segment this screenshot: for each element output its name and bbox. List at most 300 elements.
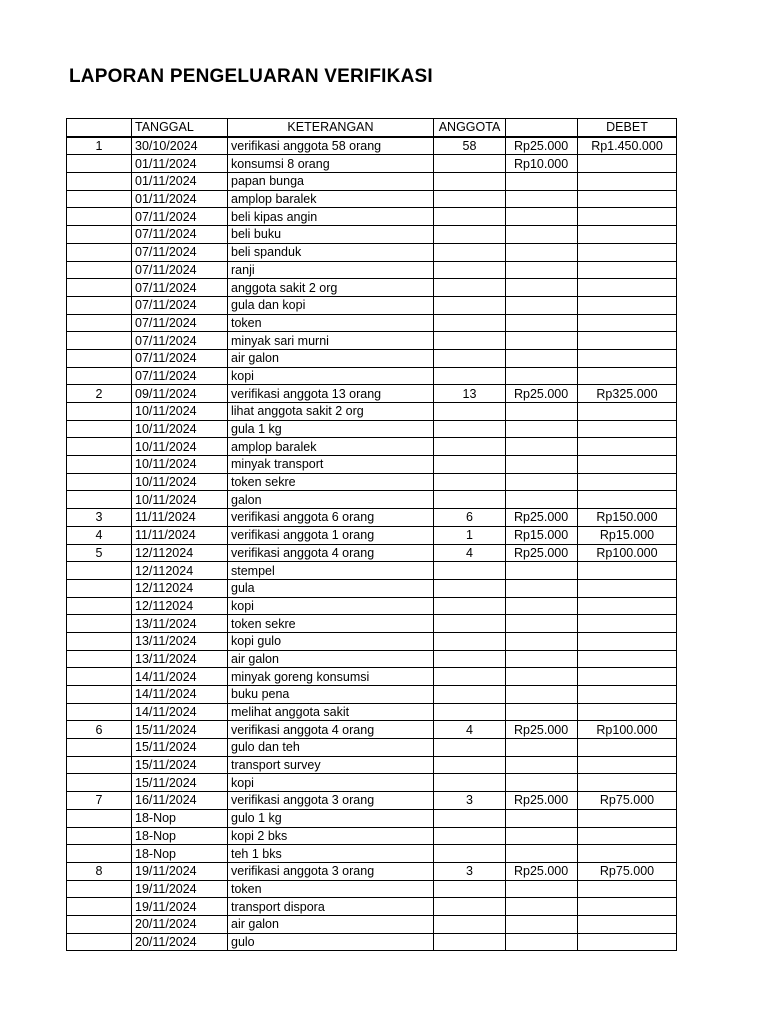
table-row <box>67 827 677 845</box>
cell-no <box>67 243 132 261</box>
cell-no <box>67 827 132 845</box>
cell-tanggal: 19/11/2024 <box>132 862 228 880</box>
cell-anggota: 58 <box>434 137 506 155</box>
table-row <box>67 845 677 863</box>
cell-no <box>67 226 132 244</box>
cell-tanggal: 07/11/2024 <box>132 349 228 367</box>
cell-no <box>67 809 132 827</box>
cell-anggota <box>434 668 506 686</box>
cell-anggota <box>434 173 506 191</box>
table-row <box>67 880 677 898</box>
cell-anggota <box>434 296 506 314</box>
cell-debet: Rp75.000 <box>578 792 677 810</box>
cell-tanggal: 07/11/2024 <box>132 243 228 261</box>
cell-no <box>67 774 132 792</box>
cell-tanggal: 07/11/2024 <box>132 314 228 332</box>
cell-tanggal: 14/11/2024 <box>132 703 228 721</box>
cell-tanggal: 18-Nop <box>132 827 228 845</box>
cell-keterangan: minyak goreng konsumsi <box>228 668 434 686</box>
table-row <box>67 756 677 774</box>
cell-no <box>67 279 132 297</box>
cell-rate <box>506 296 578 314</box>
cell-rate: Rp25.000 <box>506 792 578 810</box>
table-row <box>67 438 677 456</box>
cell-anggota <box>434 809 506 827</box>
cell-keterangan: gulo 1 kg <box>228 809 434 827</box>
cell-rate <box>506 261 578 279</box>
cell-debet: Rp100.000 <box>578 721 677 739</box>
cell-keterangan: amplop baralek <box>228 438 434 456</box>
cell-tanggal: 07/11/2024 <box>132 332 228 350</box>
cell-keterangan: transport survey <box>228 756 434 774</box>
table-row <box>67 367 677 385</box>
cell-anggota <box>434 349 506 367</box>
cell-anggota <box>434 880 506 898</box>
cell-anggota <box>434 845 506 863</box>
cell-anggota <box>434 703 506 721</box>
table-row <box>67 774 677 792</box>
cell-rate <box>506 208 578 226</box>
table-row <box>67 686 677 704</box>
report-title: LAPORAN PENGELUARAN VERIFIKASI <box>69 66 433 87</box>
cell-keterangan: lihat anggota sakit 2 org <box>228 403 434 421</box>
cell-no <box>67 155 132 173</box>
table-row <box>67 809 677 827</box>
cell-no <box>67 349 132 367</box>
cell-debet <box>578 349 677 367</box>
cell-keterangan: token sekre <box>228 473 434 491</box>
cell-debet <box>578 686 677 704</box>
cell-rate <box>506 756 578 774</box>
cell-anggota <box>434 597 506 615</box>
table-row <box>67 526 677 544</box>
cell-debet: Rp1.450.000 <box>578 137 677 155</box>
cell-rate <box>506 473 578 491</box>
cell-no <box>67 420 132 438</box>
cell-anggota <box>434 261 506 279</box>
cell-rate: Rp25.000 <box>506 509 578 527</box>
cell-anggota <box>434 650 506 668</box>
table-row <box>67 473 677 491</box>
cell-keterangan: gula dan kopi <box>228 296 434 314</box>
cell-rate <box>506 703 578 721</box>
table-row <box>67 332 677 350</box>
cell-rate <box>506 880 578 898</box>
table-row <box>67 933 677 951</box>
cell-rate <box>506 562 578 580</box>
cell-rate <box>506 438 578 456</box>
cell-debet <box>578 473 677 491</box>
cell-rate <box>506 845 578 863</box>
cell-no <box>67 650 132 668</box>
table-row <box>67 898 677 916</box>
cell-no <box>67 314 132 332</box>
cell-no <box>67 403 132 421</box>
cell-tanggal: 12/112024 <box>132 579 228 597</box>
cell-keterangan: gula <box>228 579 434 597</box>
cell-no <box>67 332 132 350</box>
cell-no <box>67 668 132 686</box>
cell-rate <box>506 403 578 421</box>
cell-no: 5 <box>67 544 132 562</box>
cell-debet <box>578 491 677 509</box>
cell-rate <box>506 420 578 438</box>
cell-anggota <box>434 367 506 385</box>
cell-debet <box>578 243 677 261</box>
cell-tanggal: 01/11/2024 <box>132 155 228 173</box>
cell-anggota <box>434 739 506 757</box>
cell-tanggal: 15/11/2024 <box>132 721 228 739</box>
cell-rate <box>506 279 578 297</box>
table-row <box>67 173 677 191</box>
cell-no: 7 <box>67 792 132 810</box>
table-row <box>67 615 677 633</box>
cell-anggota <box>434 420 506 438</box>
cell-no <box>67 438 132 456</box>
cell-anggota <box>434 898 506 916</box>
cell-debet: Rp75.000 <box>578 862 677 880</box>
cell-tanggal: 10/11/2024 <box>132 403 228 421</box>
cell-tanggal: 10/11/2024 <box>132 420 228 438</box>
cell-rate <box>506 332 578 350</box>
cell-no <box>67 933 132 951</box>
expense-table <box>66 118 677 951</box>
table-row <box>67 296 677 314</box>
cell-keterangan: ranji <box>228 261 434 279</box>
cell-no <box>67 296 132 314</box>
cell-debet <box>578 332 677 350</box>
cell-keterangan: token <box>228 314 434 332</box>
table-row <box>67 739 677 757</box>
cell-tanggal: 09/11/2024 <box>132 385 228 403</box>
cell-keterangan: gulo <box>228 933 434 951</box>
cell-tanggal: 13/11/2024 <box>132 615 228 633</box>
cell-anggota: 3 <box>434 862 506 880</box>
cell-anggota <box>434 756 506 774</box>
cell-anggota <box>434 774 506 792</box>
cell-keterangan: kopi <box>228 597 434 615</box>
cell-no <box>67 880 132 898</box>
cell-tanggal: 20/11/2024 <box>132 915 228 933</box>
cell-debet <box>578 226 677 244</box>
cell-keterangan: verifikasi anggota 6 orang <box>228 509 434 527</box>
cell-anggota <box>434 827 506 845</box>
header-tanggal: TANGGAL <box>132 119 228 137</box>
cell-anggota: 4 <box>434 721 506 739</box>
table-row <box>67 137 677 155</box>
cell-keterangan: verifikasi anggota 3 orang <box>228 792 434 810</box>
cell-tanggal: 15/11/2024 <box>132 756 228 774</box>
cell-rate <box>506 349 578 367</box>
cell-no <box>67 739 132 757</box>
table-row <box>67 155 677 173</box>
cell-keterangan: beli buku <box>228 226 434 244</box>
cell-no <box>67 915 132 933</box>
cell-rate <box>506 809 578 827</box>
cell-rate <box>506 491 578 509</box>
cell-tanggal: 12/112024 <box>132 544 228 562</box>
cell-rate <box>506 898 578 916</box>
cell-debet <box>578 562 677 580</box>
cell-rate <box>506 367 578 385</box>
cell-tanggal: 13/11/2024 <box>132 650 228 668</box>
cell-keterangan: papan bunga <box>228 173 434 191</box>
cell-tanggal: 11/11/2024 <box>132 526 228 544</box>
cell-keterangan: air galon <box>228 915 434 933</box>
cell-keterangan: verifikasi anggota 1 orang <box>228 526 434 544</box>
table-row <box>67 650 677 668</box>
cell-no <box>67 562 132 580</box>
cell-rate <box>506 597 578 615</box>
cell-rate <box>506 686 578 704</box>
cell-tanggal: 07/11/2024 <box>132 296 228 314</box>
cell-keterangan: buku pena <box>228 686 434 704</box>
table-header-row <box>67 119 677 137</box>
cell-debet <box>578 739 677 757</box>
cell-tanggal: 07/11/2024 <box>132 367 228 385</box>
header-rate <box>506 119 578 137</box>
table-row <box>67 792 677 810</box>
cell-rate <box>506 668 578 686</box>
table-row <box>67 915 677 933</box>
table-row <box>67 862 677 880</box>
cell-debet <box>578 703 677 721</box>
table-row <box>67 208 677 226</box>
cell-tanggal: 10/11/2024 <box>132 473 228 491</box>
cell-anggota <box>434 208 506 226</box>
cell-tanggal: 10/11/2024 <box>132 456 228 474</box>
cell-keterangan: anggota sakit 2 org <box>228 279 434 297</box>
cell-anggota <box>434 243 506 261</box>
cell-rate <box>506 827 578 845</box>
table-row <box>67 349 677 367</box>
cell-keterangan: gulo dan teh <box>228 739 434 757</box>
cell-no <box>67 208 132 226</box>
cell-keterangan: gula 1 kg <box>228 420 434 438</box>
cell-anggota: 4 <box>434 544 506 562</box>
cell-rate: Rp25.000 <box>506 385 578 403</box>
cell-no: 6 <box>67 721 132 739</box>
cell-keterangan: minyak sari murni <box>228 332 434 350</box>
cell-rate <box>506 650 578 668</box>
cell-keterangan: kopi 2 bks <box>228 827 434 845</box>
cell-tanggal: 16/11/2024 <box>132 792 228 810</box>
cell-anggota <box>434 686 506 704</box>
table-row <box>67 632 677 650</box>
cell-tanggal: 07/11/2024 <box>132 279 228 297</box>
cell-rate: Rp15.000 <box>506 526 578 544</box>
cell-anggota <box>434 332 506 350</box>
table-row <box>67 243 677 261</box>
cell-anggota <box>434 933 506 951</box>
cell-debet <box>578 279 677 297</box>
cell-keterangan: token <box>228 880 434 898</box>
cell-debet <box>578 756 677 774</box>
cell-debet: Rp150.000 <box>578 509 677 527</box>
cell-keterangan: konsumsi 8 orang <box>228 155 434 173</box>
cell-anggota <box>434 190 506 208</box>
table-row <box>67 456 677 474</box>
cell-rate <box>506 456 578 474</box>
cell-debet <box>578 367 677 385</box>
cell-debet <box>578 208 677 226</box>
cell-tanggal: 07/11/2024 <box>132 261 228 279</box>
cell-rate: Rp25.000 <box>506 137 578 155</box>
cell-no: 8 <box>67 862 132 880</box>
cell-anggota: 6 <box>434 509 506 527</box>
cell-keterangan: beli kipas angin <box>228 208 434 226</box>
cell-debet <box>578 597 677 615</box>
cell-no <box>67 632 132 650</box>
cell-anggota <box>434 438 506 456</box>
table-row <box>67 491 677 509</box>
cell-no: 1 <box>67 137 132 155</box>
cell-debet <box>578 296 677 314</box>
cell-keterangan: galon <box>228 491 434 509</box>
cell-keterangan: verifikasi anggota 13 orang <box>228 385 434 403</box>
cell-debet <box>578 809 677 827</box>
cell-keterangan: kopi gulo <box>228 632 434 650</box>
cell-debet <box>578 774 677 792</box>
cell-keterangan: verifikasi anggota 4 orang <box>228 544 434 562</box>
header-anggota: ANGGOTA <box>434 119 506 137</box>
cell-keterangan: kopi <box>228 774 434 792</box>
cell-anggota <box>434 491 506 509</box>
cell-no <box>67 173 132 191</box>
cell-no <box>67 473 132 491</box>
cell-debet: Rp100.000 <box>578 544 677 562</box>
cell-rate <box>506 190 578 208</box>
cell-tanggal: 01/11/2024 <box>132 190 228 208</box>
cell-no <box>67 190 132 208</box>
cell-anggota <box>434 632 506 650</box>
cell-no <box>67 491 132 509</box>
cell-anggota <box>434 456 506 474</box>
cell-debet <box>578 438 677 456</box>
cell-rate <box>506 579 578 597</box>
cell-keterangan: verifikasi anggota 3 orang <box>228 862 434 880</box>
table-row <box>67 562 677 580</box>
cell-debet: Rp325.000 <box>578 385 677 403</box>
cell-keterangan: amplop baralek <box>228 190 434 208</box>
cell-no <box>67 456 132 474</box>
table-row <box>67 261 677 279</box>
cell-no <box>67 615 132 633</box>
cell-rate <box>506 933 578 951</box>
cell-no <box>67 756 132 774</box>
cell-rate <box>506 739 578 757</box>
cell-debet <box>578 880 677 898</box>
cell-tanggal: 01/11/2024 <box>132 173 228 191</box>
cell-rate: Rp25.000 <box>506 862 578 880</box>
cell-anggota <box>434 562 506 580</box>
cell-anggota <box>434 314 506 332</box>
cell-tanggal: 10/11/2024 <box>132 438 228 456</box>
cell-debet <box>578 403 677 421</box>
cell-tanggal: 15/11/2024 <box>132 774 228 792</box>
cell-rate <box>506 243 578 261</box>
table-row <box>67 721 677 739</box>
cell-anggota <box>434 403 506 421</box>
cell-tanggal: 18-Nop <box>132 845 228 863</box>
cell-anggota <box>434 279 506 297</box>
cell-keterangan: teh 1 bks <box>228 845 434 863</box>
cell-keterangan: transport dispora <box>228 898 434 916</box>
cell-anggota <box>434 615 506 633</box>
table-row <box>67 597 677 615</box>
cell-debet <box>578 420 677 438</box>
cell-debet <box>578 579 677 597</box>
table-row <box>67 190 677 208</box>
table-row <box>67 668 677 686</box>
cell-tanggal: 20/11/2024 <box>132 933 228 951</box>
cell-tanggal: 12/112024 <box>132 597 228 615</box>
cell-anggota: 1 <box>434 526 506 544</box>
cell-tanggal: 14/11/2024 <box>132 686 228 704</box>
cell-keterangan: air galon <box>228 349 434 367</box>
cell-tanggal: 10/11/2024 <box>132 491 228 509</box>
cell-debet <box>578 650 677 668</box>
cell-debet <box>578 668 677 686</box>
cell-keterangan: minyak transport <box>228 456 434 474</box>
cell-anggota <box>434 226 506 244</box>
cell-keterangan: kopi <box>228 367 434 385</box>
cell-tanggal: 11/11/2024 <box>132 509 228 527</box>
cell-rate: Rp10.000 <box>506 155 578 173</box>
table-row <box>67 226 677 244</box>
cell-no: 4 <box>67 526 132 544</box>
cell-debet <box>578 190 677 208</box>
table-row <box>67 420 677 438</box>
cell-tanggal: 07/11/2024 <box>132 226 228 244</box>
cell-no <box>67 367 132 385</box>
cell-no <box>67 579 132 597</box>
table-row <box>67 403 677 421</box>
cell-debet <box>578 456 677 474</box>
cell-anggota <box>434 579 506 597</box>
cell-keterangan: verifikasi anggota 4 orang <box>228 721 434 739</box>
cell-anggota <box>434 155 506 173</box>
cell-keterangan: melihat anggota sakit <box>228 703 434 721</box>
cell-no <box>67 703 132 721</box>
cell-debet <box>578 827 677 845</box>
table-row <box>67 279 677 297</box>
cell-no <box>67 898 132 916</box>
cell-anggota <box>434 473 506 491</box>
cell-tanggal: 07/11/2024 <box>132 208 228 226</box>
cell-debet <box>578 615 677 633</box>
cell-tanggal: 12/112024 <box>132 562 228 580</box>
header-no <box>67 119 132 137</box>
cell-rate <box>506 632 578 650</box>
cell-tanggal: 19/11/2024 <box>132 898 228 916</box>
cell-no <box>67 597 132 615</box>
cell-keterangan: token sekre <box>228 615 434 633</box>
cell-debet <box>578 845 677 863</box>
cell-tanggal: 30/10/2024 <box>132 137 228 155</box>
cell-keterangan: verifikasi anggota 58 orang <box>228 137 434 155</box>
cell-rate: Rp25.000 <box>506 544 578 562</box>
cell-no: 2 <box>67 385 132 403</box>
cell-tanggal: 13/11/2024 <box>132 632 228 650</box>
cell-rate <box>506 314 578 332</box>
cell-debet: Rp15.000 <box>578 526 677 544</box>
cell-rate: Rp25.000 <box>506 721 578 739</box>
cell-no <box>67 686 132 704</box>
cell-debet <box>578 915 677 933</box>
cell-anggota: 3 <box>434 792 506 810</box>
header-keterangan: KETERANGAN <box>228 119 434 137</box>
